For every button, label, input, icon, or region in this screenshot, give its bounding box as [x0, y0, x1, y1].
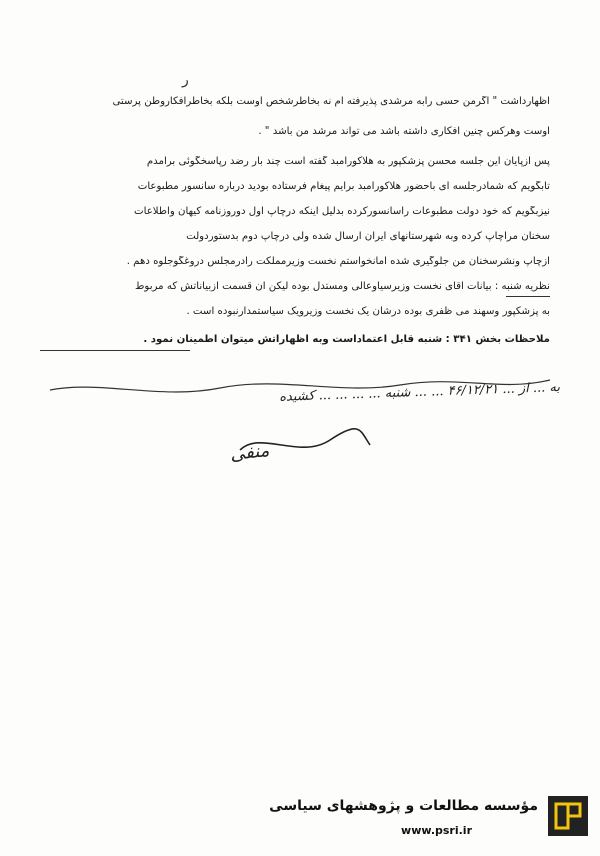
text-line-6: سخنان مراچاپ کرده وبه شهرستانهای ایران ارسال شده ولی درچاپ دوم بدستوردولت — [186, 231, 550, 242]
institute-url[interactable]: www.psri.ir — [401, 824, 472, 837]
handwritten-signature: منفی — [229, 440, 271, 466]
institute-logo-icon — [548, 796, 588, 836]
institute-name: مؤسسه مطالعات و پژوهشهای سیاسی — [269, 798, 538, 814]
ink-strokes — [40, 370, 560, 470]
text-line-2: اوست وهرکس چنین افکاری داشته باشد می تواند مرشد من باشد " . — [258, 126, 550, 137]
text-line-1: اظهارداشت " اگرمن حسی رابه مرشدی پذیرفته ام نه بخاطرشخص اوست بلکه بخاطرافکاروطن پرستی — [112, 96, 550, 107]
text-line-10: ملاحظات بخش ۳۴۱ : شنبه قابل اعتماداست وبه اظهاراتش میتوان اطمینان نمود . — [143, 334, 550, 345]
text-line-9: به پزشکپور وسهند می ظفری بوده درشان یک نخست وزیرویک سیاستمدارنبوده است . — [186, 306, 550, 317]
handwritten-note: به ... از ... ۴۶/۱۲/۲۱ ... ... شنبه ... ... ... ... کشیده — [278, 380, 561, 405]
text-line-7: ازچاپ ونشرسخنان من جلوگیری شده امانخواستم نخست وزیرمملکت رادرمجلس دروغگوجلوه دهم . — [126, 256, 550, 267]
heading-underline-1 — [506, 296, 550, 297]
text-line-4: تابگویم که شمادرجلسه ای باحضور هلاکورامبد برایم پیغام فرستاده بودید درباره سانسور مطبوعات — [137, 181, 550, 192]
text-line-8: نظریه شنبه : بیانات آقای نخست وزیرسیاوعالی ومستدل بوده لیکن آن قسمت ازبیاناتش که مربوط — [135, 281, 550, 292]
text-line-5: نیزبگویم که خود دولت مطبوعات راسانسورکرده بدلیل اینکه درچاپ اول دوروزنامه کیهان واطلاعات — [134, 206, 550, 217]
heading-underline-2 — [40, 350, 190, 351]
text-line-3: پس ازپایان این جلسه محسن پزشکپور به هلاکورامبد گفته است چند بار رضد رپاسخگوئی برآمدم — [146, 156, 550, 167]
footer — [269, 792, 592, 848]
top-mark: ر — [182, 72, 189, 88]
